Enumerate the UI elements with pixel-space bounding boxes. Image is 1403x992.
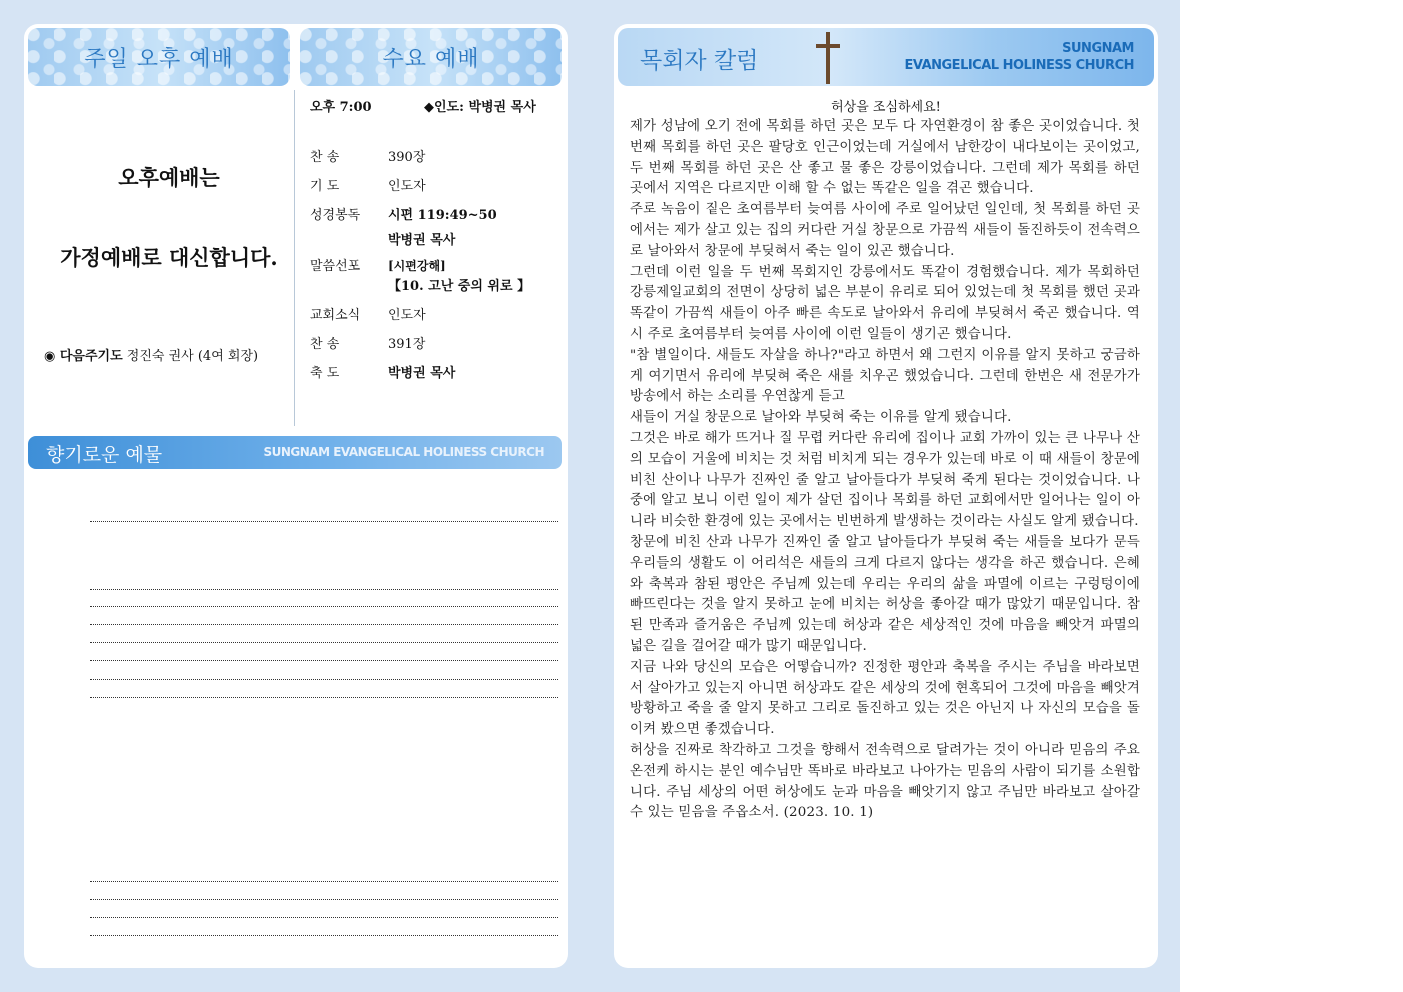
cross-icon	[826, 32, 830, 84]
offering-line	[90, 899, 558, 900]
column-paragraph: 주로 녹음이 짙은 초여름부터 늦여름 사이에 주로 일어났던 일인데, 첫 목회를 하던 곳에서는 제가 살고 있는 집의 커다란 거실 창문으로 가끔씩 새들이 돌진하듯이 전속력으로 날아와서 창문에 부딪혀서 죽는 일이 있곤 했습니다.	[630, 202, 1140, 259]
wednesday-leader: ◆인도: 박병권 목사	[424, 100, 536, 115]
order-row-reader	[310, 229, 455, 248]
order-value: [시편강해]	[388, 259, 446, 273]
order-key: 성경봉독	[310, 208, 361, 223]
order-key: 찬 송	[310, 150, 340, 165]
column-paragraph: 지금 나와 당신의 모습은 어떻습니까? 진정한 평안과 축복을 주시는 주님을 바라보면서 살아가고 있는지 아니면 허상과도 같은 세상의 것에 현혹되어 그것에 마음을 빼앗겨 방황하고 죽을 줄 알지 못하고 그리로 돌진하고 있는 것은 아닌지 나 자신의 모습을 돌이켜 봤으면 좋겠습니다.	[630, 659, 1140, 738]
pastor-column-title: 목회자 칼럼	[640, 48, 759, 74]
next-prayer-label: ◉ 다음주기도	[44, 349, 123, 364]
wednesday-title: 수요 예배	[382, 47, 480, 72]
offering-line	[90, 697, 558, 698]
order-row-prayer	[310, 175, 426, 194]
church-name-line1: SUNGNAM	[1062, 41, 1134, 56]
order-value: 인도자	[388, 179, 426, 194]
offering-line	[90, 606, 558, 607]
wednesday-time: 오후 7:00	[310, 100, 372, 115]
offering-line	[90, 881, 558, 882]
offering-line	[90, 935, 558, 936]
left-page	[24, 24, 568, 968]
order-key: 말씀선포	[310, 259, 361, 274]
sunday-afternoon-title: 주일 오후 예배	[84, 47, 234, 72]
order-value: 391장	[388, 337, 426, 352]
order-row-hymn1	[310, 146, 425, 165]
order-value: 인도자	[388, 308, 426, 323]
cross-icon-bar	[816, 44, 840, 48]
next-prayer-value: 정진숙 권사 (4여 회장)	[122, 349, 259, 364]
church-name-line2: EVANGELICAL HOLINESS CHURCH	[904, 58, 1134, 73]
order-row-sermon-title	[310, 275, 530, 294]
column-paragraph: 창문에 비친 산과 나무가 진짜인 줄 알고 날아들다가 부딪혀 죽는 새들을 보다가 문득 우리들의 생활도 이 어리석은 새들의 크게 다르지 않다는 생각을 하곤 했습니다. 은혜와 축복과 참된 평안은 주님께 있는데 우리는 우리의 삶을 파멸에 이르는 구렁텅이에 빠뜨린다는 것을 알지 못하고 눈에 비치는 허상을 좋아갈 때가 많았기 때문입니다. 참된 만족과 즐거움은 주님께 있는데 허상과 같은 세상적인 것에 마음을 빼앗겨 파멸의 넓은 길을 걸어갈 때가 많기 때문입니다.	[630, 534, 1140, 654]
order-row-reading	[310, 204, 497, 223]
order-key: 기 도	[310, 179, 340, 194]
order-value: 【10. 고난 중의 위로 】	[388, 279, 531, 294]
column-paragraph: 새들이 거실 창문으로 날아와 부딪혀 죽는 이유를 알게 됐습니다.	[630, 410, 1012, 426]
wednesday-header	[300, 28, 562, 86]
order-row-benediction	[310, 362, 455, 381]
offering-line	[90, 642, 558, 643]
column-paragraph: 그것은 바로 해가 뜨거나 질 무렵 커다란 유리에 집이나 교회 가까이 있는 큰 나무나 산의 모습이 거울에 비치는 것 처럼 비치게 되는 경우가 있는데 바로 이 때 새들이 창문에 비친 산이나 나무가 진짜인 줄 알고 날아들다가 부딪혀 죽게 된다는 것이었습니다. 나중에 알고 보니 이런 일이 제가 살던 집이나 목회를 하던 교회에서만 일어나는 일이 아니라 비슷한 환경에 있는 곳에서는 빈번하게 발생하는 것이라는 사실도 알게 됐습니다.	[630, 430, 1140, 530]
column-paragraph: 허상을 진짜로 착각하고 그것을 향해서 전속력으로 달려가는 것이 아니라 믿음의 주요 온전케 하시는 분인 예수님만 똑바로 바라보고 나아가는 믿음의 사람이 되기를 소원합니다. 주님 세상의 어떤 허상에도 눈과 마음을 빼앗기지 않고 주님만 바라보고 살아갈 수 있는 믿음을 주옵소서. (2023. 10. 1)	[630, 742, 1140, 821]
pastor-column-header	[618, 28, 1154, 86]
order-key: 찬 송	[310, 337, 340, 352]
offering-line	[90, 660, 558, 661]
order-value: 박병권 목사	[388, 233, 456, 248]
column-body	[630, 117, 1140, 824]
order-row-hymn2	[310, 333, 425, 352]
offering-line	[90, 624, 558, 625]
offering-line	[90, 521, 558, 522]
sunday-afternoon-header	[28, 28, 290, 86]
offering-line	[90, 679, 558, 680]
order-value: 박병권 목사	[388, 366, 456, 381]
column-paragraph: "참 별일이다. 새들도 자살을 하나?"라고 하면서 왜 그런지 이유를 알지 못하고 궁금하게 여기면서 유리에 부딪혀 죽은 새를 치우곤 했었습니다. 그런데 한번은 새 전문가가 방송에서 하는 소리를 우연찮게 듣고	[630, 347, 1140, 405]
order-key: 축 도	[310, 366, 340, 381]
right-page	[614, 24, 1158, 968]
offering-line	[90, 589, 558, 590]
column-title: 허상을 조심하세요!	[831, 100, 941, 115]
order-value: 시편 119:49~50	[388, 208, 497, 223]
order-row-news	[310, 304, 426, 323]
order-key: 교회소식	[310, 308, 361, 323]
afternoon-notice-line1: 오후예배는	[118, 165, 220, 190]
offering-church-name: SUNGNAM EVANGELICAL HOLINESS CHURCH	[263, 445, 544, 459]
column-paragraph: 제가 성남에 오기 전에 목회를 하던 곳은 모두 다 자연환경이 참 좋은 곳이었습니다. 첫 번째 목회를 하던 곳은 팔당호 인근이었는데 거실에서 남한강이 내다보이는 곳이었고, 두 번째 목회를 하던 곳은 산 좋고 물 좋은 강릉이었습니다. 그런데 제가 목회를 하던 곳에서 지역은 다르지만 이해 할 수 없는 똑같은 일을 겪곤 했습니다.	[630, 119, 1140, 197]
column-paragraph: 그런데 이런 일을 두 번째 목회지인 강릉에서도 똑같이 경험했습니다. 제가 목회하던 강릉제일교회의 전면이 상당히 넓은 부분이 유리로 되어 있었는데 첫 목회를 했던 곳과 똑같이 가끔씩 새들이 아주 빠른 속도로 날아와서 유리에 부딪혀서 죽곤 했습니다. 역시 주로 초여름부터 늦여름 사이에 이런 일들이 생기곤 했습니다.	[630, 264, 1140, 342]
offering-line	[90, 917, 558, 918]
afternoon-notice-line2: 가정예배로 대신합니다.	[60, 245, 278, 270]
offering-title: 향기로운 예물	[46, 444, 163, 466]
offering-header	[28, 436, 562, 469]
order-value: 390장	[388, 150, 426, 165]
next-prayer	[44, 345, 258, 364]
order-row-sermon	[310, 255, 446, 274]
